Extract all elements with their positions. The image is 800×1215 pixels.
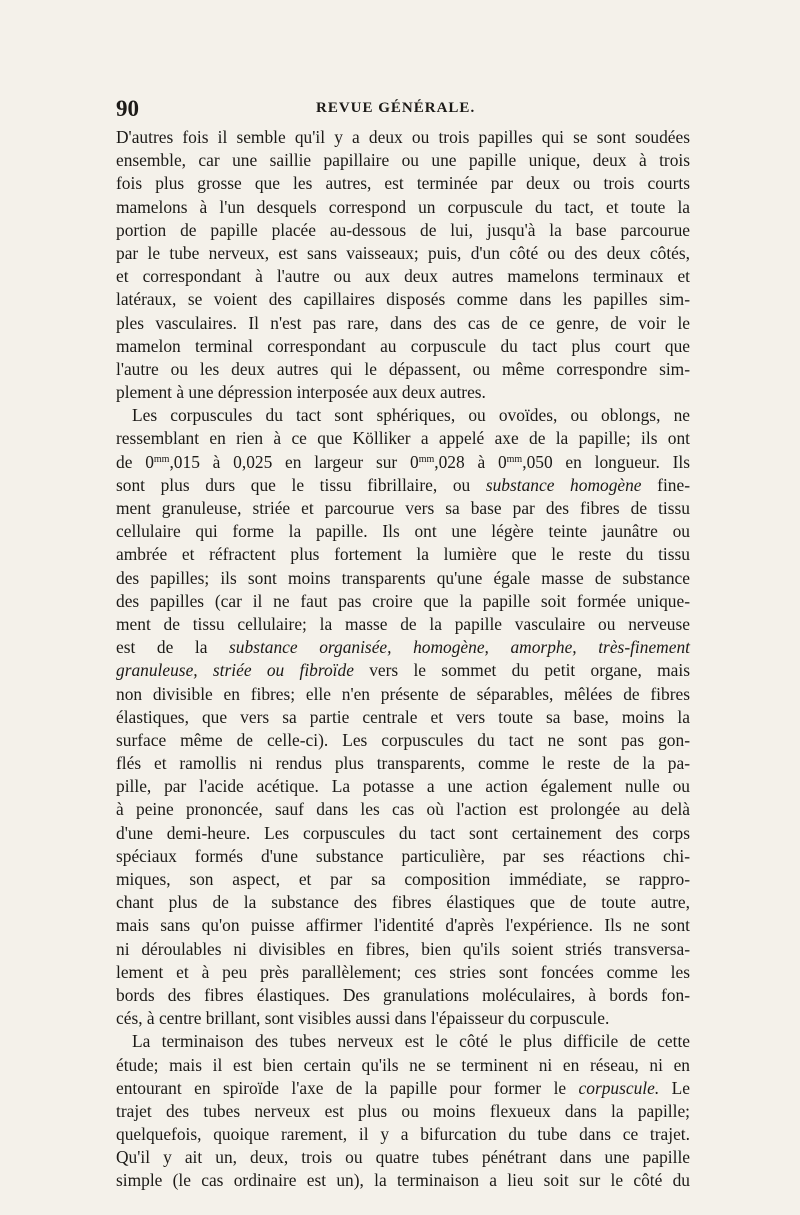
text-line: D'autres fois il semble qu'il y a deux ou trois papilles qui se sont soudées [116,127,690,147]
text-line: spéciaux formés d'une substance particulière, par ses réactions chi- [116,845,690,866]
text-line: simple (le cas ordinaire est un), la terminaison a lieu soit sur le côté du [116,1170,690,1191]
text-line: fois plus grosse que les autres, est terminée par deux ou trois courts [116,173,690,194]
text-line: latéraux, se voient des capillaires disposés comme dans les papilles sim- [116,289,690,310]
text-line: mamelons à l'un desquels correspond un corpuscule du tact, et toute la [116,196,690,217]
text-line: par le tube nerveux, est sans vaisseaux; puis, d'un côté ou des deux côtés, [116,242,690,263]
text-line: étude; mais il est bien certain qu'ils ne se terminent ni en réseau, ni en [116,1054,690,1075]
text-line: d'une demi-heure. Les corpuscules du tact sont certainement des corps [116,822,690,843]
text-line: La terminaison des tubes nerveux est le côté le plus difficile de cette [132,1031,690,1052]
text-line: quelquefois, quoique rarement, il y a bifurcation du tube dans ce trajet. [116,1124,690,1145]
text-line: ensemble, car une saillie papillaire ou une papille unique, deux à trois [116,150,690,171]
text-line: portion de papille placée au-dessous de lui, jusqu'à la base parcourue [116,219,690,240]
body-text [116,126,690,1193]
text-line: cellulaire qui forme la papille. Ils ont une légère teinte jaunâtre ou [116,521,690,542]
text-line: ment de tissu cellulaire; la masse de la papille vasculaire ou nerveuse [116,613,690,634]
text-line: l'autre ou les deux autres qui le dépassent, ou même correspondre sim- [116,358,690,379]
text-line: et correspondant à l'autre ou aux deux autres mamelons terminaux et [116,266,690,287]
text-line: ressemblant en rien à ce que Kölliker a appelé axe de la papille; ils ont [116,428,690,449]
text-line: Qu'il y ait un, deux, trois ou quatre tubes pénétrant dans une papille [116,1147,690,1168]
text-line: flés et ramollis ni rendus plus transparents, comme le reste de la pa- [116,753,690,774]
text-line: bords des fibres élastiques. Des granulations moléculaires, à bords fon- [116,984,690,1005]
text-line: à peine prononcée, sauf dans les cas où l'action est prolongée au delà [116,799,690,820]
text-line: cés, à centre brillant, sont visibles aussi dans l'épaisseur du corpuscule. [116,1008,610,1029]
text-line: mais sans qu'on puisse affirmer l'identité d'après l'expérience. Ils ne sont [116,915,690,936]
text-line: est de la substance organisée, homogène, amorphe, très-finement [116,637,690,658]
text-line: trajet des tubes nerveux est plus ou moins flexueux dans la papille; [116,1100,690,1121]
text-line: miques, son aspect, et par sa composition immédiate, se rappro- [116,869,690,889]
text-line: lement et à peu près parallèlement; ces stries sont foncées comme les [116,961,690,982]
text-line: ambrée et réfractent plus fortement la lumière que le reste du tissu [116,544,690,565]
text-line: des papilles (car il ne faut pas croire que la papille soit formée unique- [116,590,690,611]
text-line: plement à une dépression interposée aux deux autres. [116,382,486,403]
text-line: non divisible en fibres; elle n'en présente de séparables, mêlées de fibres [116,683,690,704]
text-line: ment granuleuse, striée et parcourue vers sa base par des fibres de tissu [116,498,690,518]
text-line: des papilles; ils sont moins transparents qu'une égale masse de substance [116,567,690,588]
text-line: entourant en spiroïde l'axe de la papille pour former le corpuscule. Le [116,1077,690,1098]
text-line: Les corpuscules du tact sont sphériques, ou ovoïdes, ou oblongs, ne [132,405,690,426]
text-line: surface même de celle-ci). Les corpuscules du tact ne sont pas gon- [116,729,690,750]
running-title: REVUE GÉNÉRALE. [316,100,476,116]
text-line: chant plus de la substance des fibres élastiques que de toute autre, [116,892,690,913]
text-line: ni déroulables ni divisibles en fibres, bien qu'ils soient striés transversa- [116,938,690,959]
page-header [116,96,690,120]
text-line: sont plus durs que le tissu fibrillaire, ou substance homogène fine- [116,474,690,495]
text-line: mamelon terminal correspondant au corpuscule du tact plus court que [116,335,690,356]
text-line: élastiques, que vers sa partie centrale et vers toute sa base, moins la [116,706,690,727]
text-line: ples vasculaires. Il n'est pas rare, dans des cas de ce genre, de voir le [116,312,690,333]
text-line: de $0^{mm},015$ à 0,025 en largeur sur $0^{mm},028$ à $0^{mm},050$ en longueur. Ils [116,451,690,472]
text-line: pille, par l'acide acétique. La potasse a une action également nulle ou [116,776,690,797]
text-line: granuleuse, striée ou fibroïde vers le sommet du petit organe, mais [116,660,690,681]
page-number: 90 [116,96,139,121]
